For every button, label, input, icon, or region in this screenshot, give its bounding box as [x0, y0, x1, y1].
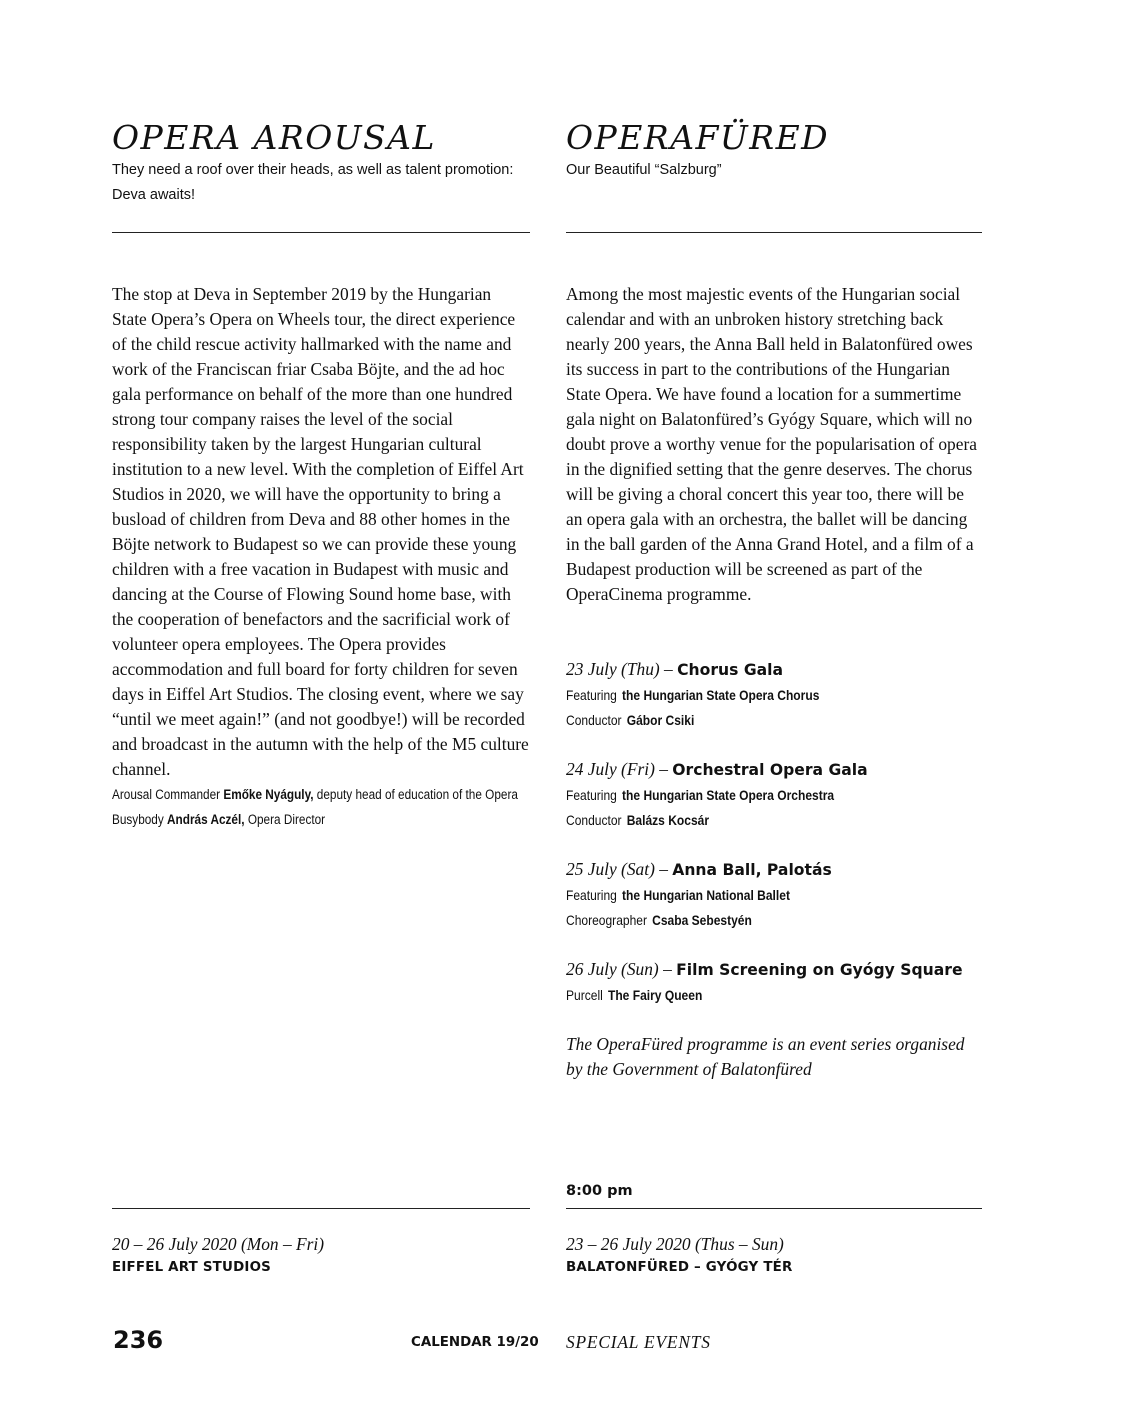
event-detail [566, 908, 924, 933]
event-detail [566, 783, 924, 808]
credit-line [112, 782, 518, 807]
event-role: Conductor [566, 712, 622, 728]
event-role: Purcell [566, 987, 603, 1003]
event-heading: 24 July (Fri) – Orchestral Opera Gala [566, 759, 868, 779]
event-title: Orchestral Opera Gala [672, 761, 868, 779]
credit-desc: Opera Director [247, 812, 326, 827]
right-header-rule [566, 232, 982, 233]
event-person: Balázs Kocsár [626, 812, 710, 828]
event-person: The Fairy Queen [607, 987, 703, 1003]
event-detail [566, 883, 924, 908]
calendar-label: CALENDAR 19/20 [411, 1335, 539, 1350]
event-detail [566, 808, 924, 833]
credit-role: Arousal Commander [112, 787, 221, 802]
operafured-subtitle: Our Beautiful “Salzburg” [566, 162, 722, 178]
event-date: 24 July (Fri) [566, 759, 655, 779]
event-title: Chorus Gala [677, 661, 784, 679]
event-date: 25 July (Sat) [566, 859, 655, 879]
opera-arousal-subtitle: They need a roof over their heads, as well as talent promotion: Deva awaits! [112, 162, 514, 203]
operafured-organiser-note: The OperaFüred programme is an event series organised by the Government of Balatonfüred [566, 1034, 965, 1079]
event-film-screening [566, 957, 982, 1008]
page-number: 236 [113, 1326, 164, 1354]
event-person: Csaba Sebestyén [652, 912, 752, 928]
event-date: 26 July (Sun) [566, 959, 659, 979]
event-detail [566, 983, 924, 1008]
event-chorus-gala [566, 657, 982, 733]
operafured-time: 8:00 pm [566, 1183, 633, 1199]
operafured-body: Among the most majestic events of the Hungarian social calendar and with an unbroken history stretching back nearly 200 years, the Anna Ball held in Balatonfüred owes its success in part to the contributions of the Hungarian State Opera. We have found a location for a summertime gala night on Balatonfüred’s Gyógy Square, which will no doubt prove a worthy venue for the popularisation of opera in the dignified setting that the genre deserves. The chorus will be giving a choral concert this year too, there will be an opera gala with an orchestra, the ballet will be dancing in the ball garden of the Anna Grand Hotel, and a film of a Budapest production will be screened as part of the OperaCinema programme. [566, 284, 977, 604]
event-title: Film Screening on Gyógy Square [676, 961, 963, 979]
opera-arousal-credits [112, 782, 518, 832]
event-detail [566, 683, 924, 708]
credit-name: András Aczél, [167, 812, 245, 827]
event-person: the Hungarian State Opera Orchestra [622, 787, 835, 803]
right-footer-rule [566, 1208, 982, 1209]
credit-name: Emőke Nyáguly, [223, 787, 314, 802]
event-date: 23 July (Thu) [566, 659, 660, 679]
credit-desc: deputy head of education of the Opera [316, 787, 518, 802]
event-anna-ball [566, 857, 982, 933]
event-person: Gábor Csiki [626, 712, 695, 728]
event-heading: 25 July (Sat) – Anna Ball, Palotás [566, 859, 832, 879]
operafured-venue: BALATONFÜRED – GYÓGY TÉR [566, 1260, 793, 1275]
event-person: the Hungarian State Opera Chorus [622, 687, 820, 703]
opera-arousal-body: The stop at Deva in September 2019 by the Hungarian State Opera’s Opera on Wheels tour, the direct experience of the child rescue activity hallmarked with the name and work of the Franciscan friar Csaba Böjte, and the ad hoc gala performance on behalf of the more than one hundred strong tour company raises the level of the social responsibility taken by the largest Hungarian cultural institution to a new level. With the completion of Eiffel Art Studios in 2020, we will have the opportunity to bring a busload of children from Deva and 88 other homes in the Böjte network to Budapest so we can provide these young children with a free vacation in Budapest with music and dancing at the Course of Flowing Sound home base, with the cooperation of benefactors and the sacrificial work of volunteer opera employees. The Opera provides accommodation and full board for forty children for seven days in Eiffel Art Studios. The closing event, where we say “until we meet again!” (and not goodbye!) will be recorded and broadcast in the autumn with the help of the M5 culture channel. [112, 284, 529, 779]
opera-arousal-title: OPERA AROUSAL [112, 118, 436, 157]
left-footer-rule [112, 1208, 530, 1209]
event-heading: 23 July (Thu) – Chorus Gala [566, 659, 784, 679]
opera-arousal-dates: 20 – 26 July 2020 (Mon – Fri) [112, 1234, 325, 1254]
event-orchestral-opera-gala [566, 757, 982, 833]
opera-arousal-venue: EIFFEL ART STUDIOS [112, 1260, 272, 1275]
operafured-dates: 23 – 26 July 2020 (Thus – Sun) [566, 1234, 784, 1254]
event-person: the Hungarian National Ballet [622, 887, 790, 903]
credit-line [112, 807, 480, 832]
event-role: Featuring [566, 787, 617, 803]
section-label: SPECIAL EVENTS [566, 1332, 711, 1352]
event-role: Featuring [566, 687, 617, 703]
event-role: Featuring [566, 887, 617, 903]
left-header-rule [112, 232, 530, 233]
event-role: Choreographer [566, 912, 647, 928]
event-detail [566, 708, 924, 733]
event-role: Conductor [566, 812, 622, 828]
credit-role: Busybody [112, 812, 164, 827]
event-heading: 26 July (Sun) – Film Screening on Gyógy Square [566, 959, 963, 979]
operafured-title: OPERAFÜRED [566, 118, 830, 157]
event-title: Anna Ball, Palotás [672, 861, 832, 879]
